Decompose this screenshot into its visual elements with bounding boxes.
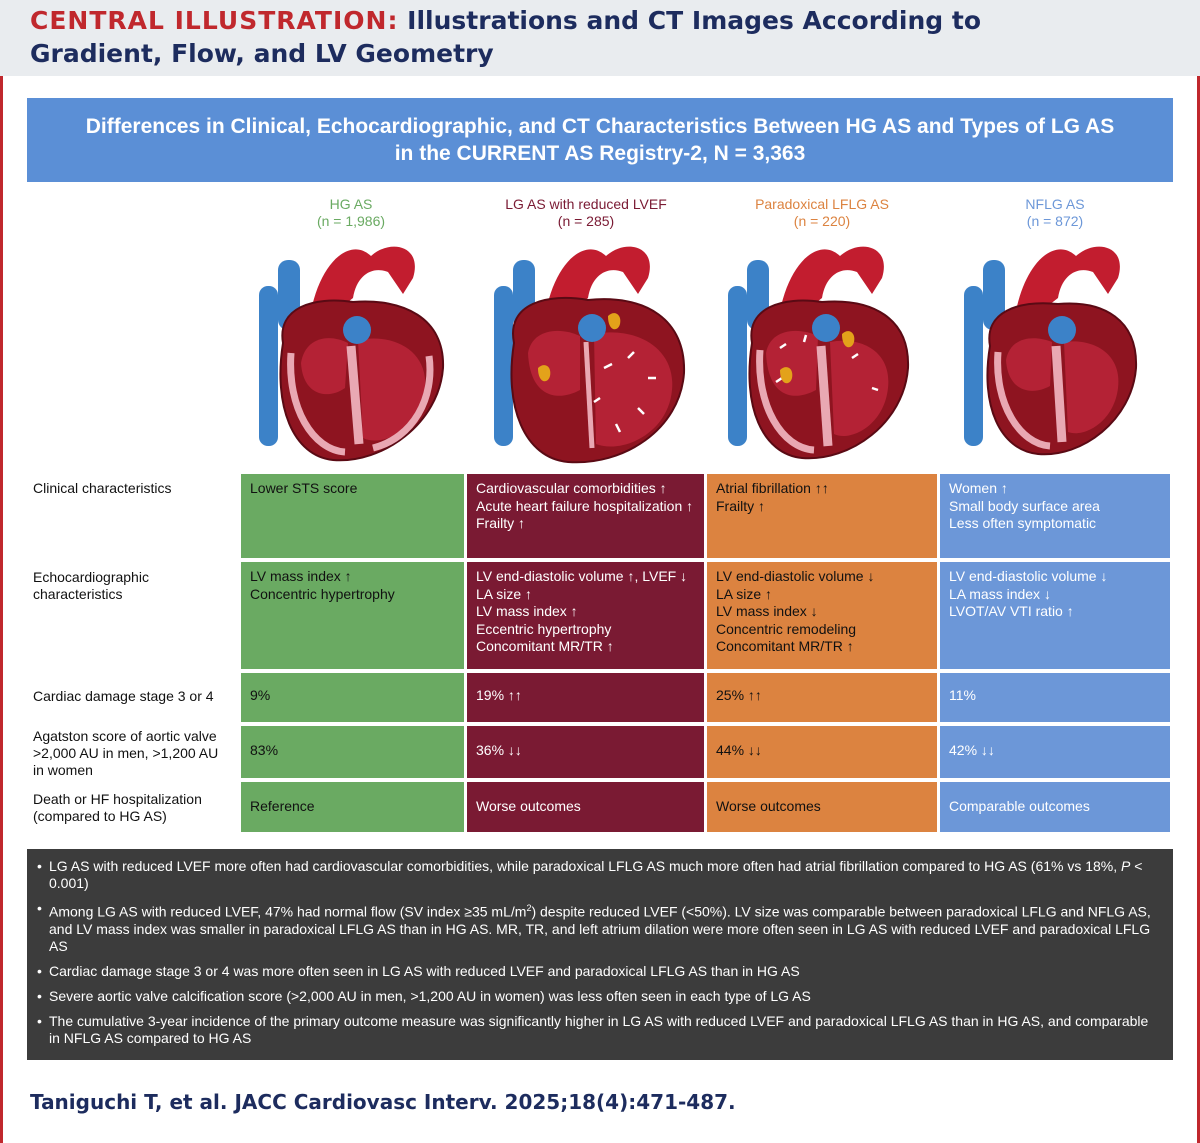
cell-outcome-paradoxical (707, 782, 937, 832)
cell-echo-lg-reduced (467, 562, 704, 669)
cell-echo-hg (241, 562, 464, 669)
cell-line: LV end-diastolic volume ↓ (716, 568, 875, 584)
cell-damage-nflg (940, 673, 1170, 722)
note-text: Severe aortic valve calcification score (>2,000 AU in men, >1,200 AU in women) was less often seen in each type of LG AS (49, 987, 811, 1004)
note-item (37, 900, 1159, 955)
cell-line: Frailty ↑ (476, 515, 525, 531)
cell-damage-paradoxical (707, 673, 937, 722)
note-item (37, 988, 1159, 1005)
cell-echo-paradoxical (707, 562, 937, 669)
cell-agatston-lg-reduced (467, 726, 704, 778)
header-title-line1 (30, 4, 1170, 37)
cell-line: Acute heart failure hospitalization ↑ (476, 497, 694, 514)
cell-outcome-hg (241, 782, 464, 832)
cell-line: 44% ↓↓ (716, 742, 762, 758)
cell-line: Concomitant MR/TR ↑ (716, 638, 854, 654)
findings-notes-panel (27, 849, 1173, 1060)
figure-header (0, 0, 1200, 76)
note-text-end: < 0.001) (49, 858, 1143, 891)
cell-line: Worse outcomes (476, 798, 581, 814)
cell-line: LV end-diastolic volume ↑, LVEF ↓ (476, 568, 688, 584)
cell-line: LA mass index ↓ (949, 585, 1051, 602)
cell-line: Concomitant MR/TR ↑ (476, 638, 614, 654)
cell-line: LV mass index ↓ (716, 603, 818, 619)
cell-agatston-nflg (940, 726, 1170, 778)
cell-line: Concentric remodeling (716, 620, 857, 637)
banner-line2: in the CURRENT AS Registry-2, N = 3,363 (394, 142, 806, 165)
cell-line: Lower STS score (250, 480, 358, 496)
bullet-icon: • (37, 1012, 42, 1029)
title-banner (27, 98, 1173, 182)
row-label-cardiac-damage: Cardiac damage stage 3 or 4 (33, 688, 214, 704)
cell-line: Less often symptomatic (949, 515, 1097, 531)
bullet-icon: • (37, 858, 42, 874)
note-superscript: 2 (526, 903, 532, 913)
note-italic: P (1121, 858, 1131, 874)
cell-line: Comparable outcomes (949, 798, 1090, 814)
header-prefix: CENTRAL ILLUSTRATION: (30, 6, 399, 35)
cell-agatston-hg (241, 726, 464, 778)
cell-line: Worse outcomes (716, 798, 821, 814)
heart-illustration-nflg (958, 238, 1158, 466)
group-count: (n = 220) (793, 213, 851, 229)
group-header-paradoxical-lflg (707, 196, 937, 230)
cell-outcome-lg-reduced (467, 782, 704, 832)
note-item (37, 963, 1159, 980)
row-label-agatston: Agatston score of aortic valve >2,000 AU in men, >1,200 AU in women (33, 728, 219, 778)
group-name: HG AS (329, 196, 373, 212)
cell-damage-lg-reduced (467, 673, 704, 722)
note-item (37, 858, 1159, 892)
cell-line: Women ↑ (949, 480, 1008, 496)
cell-line: 11% (949, 687, 976, 703)
group-count: (n = 1,986) (316, 213, 386, 229)
group-name: Paradoxical LFLG AS (755, 196, 889, 212)
cell-line: LA size ↑ (716, 585, 773, 602)
group-count: (n = 872) (1026, 213, 1084, 229)
cell-agatston-paradoxical (707, 726, 937, 778)
cell-line: 36% ↓↓ (476, 742, 522, 758)
cell-line: Atrial fibrillation ↑↑ (716, 480, 829, 496)
citation: Taniguchi T, et al. JACC Cardiovasc Interv. 2025;18(4):471-487. (30, 1090, 736, 1114)
cell-line: 9% (250, 687, 271, 703)
cell-line: Concentric hypertrophy (250, 585, 395, 602)
cell-clinical-lg-reduced (467, 474, 704, 558)
cell-line: LV mass index ↑ (250, 568, 352, 584)
row-label-outcome: Death or HF hospitalization (compared to HG AS) (33, 791, 202, 824)
heart-illustration-lg-reduced-lvef (488, 238, 688, 466)
bullet-icon: • (37, 900, 42, 916)
banner-line1: Differences in Clinical, Echocardiographic, and CT Characteristics Between HG AS and Types of LG AS (85, 115, 1115, 138)
group-header-hg-as (236, 196, 466, 230)
note-text: The cumulative 3-year incidence of the primary outcome measure was significantly higher in LG AS with reduced LVEF and paradoxical LFLG AS than in HG AS, and comparable in NFLG AS compared to HG AS (49, 1012, 1149, 1046)
cell-line: 19% ↑↑ (476, 687, 522, 703)
heart-illustration-hg-as (253, 238, 453, 466)
cell-clinical-hg (241, 474, 464, 558)
cell-echo-nflg (940, 562, 1170, 669)
group-count: (n = 285) (557, 213, 615, 229)
note-text: LG AS with reduced LVEF more often had cardiovascular comorbidities, while paradoxical LFLG AS much more often had atrial fibrillation compared to HG AS (61% vs 18%, (49, 858, 1122, 874)
cell-line: Eccentric hypertrophy (476, 620, 612, 637)
cell-clinical-nflg (940, 474, 1170, 558)
cell-line: LVOT/AV VTI ratio ↑ (949, 603, 1074, 619)
group-name: NFLG AS (1025, 196, 1085, 212)
cell-line: 42% ↓↓ (949, 742, 995, 758)
bullet-icon: • (37, 987, 42, 1004)
group-header-nflg (940, 196, 1170, 230)
cell-line: Reference (250, 798, 315, 814)
cell-line: 25% ↑↑ (716, 687, 762, 703)
cell-line: Small body surface area (949, 497, 1100, 514)
note-text: Among LG AS with reduced LVEF, 47% had normal flow (SV index ≥35 mL/m (49, 903, 527, 920)
cell-line: Frailty ↑ (716, 497, 765, 514)
cell-line: Cardiovascular comorbidities ↑ (476, 480, 667, 496)
heart-illustration-paradoxical-lflg (722, 238, 922, 466)
header-title-line2: Gradient, Flow, and LV Geometry (30, 39, 494, 68)
cell-damage-hg (241, 673, 464, 722)
group-header-lg-reduced-lvef (471, 196, 701, 230)
note-item (37, 1013, 1159, 1047)
bullet-icon: • (37, 962, 42, 979)
note-text: Cardiac damage stage 3 or 4 was more often seen in LG AS with reduced LVEF and paradoxical LFLG AS than in HG AS (49, 962, 800, 979)
row-label-echo: Echocardiographic characteristics (33, 569, 149, 602)
cell-line: LA size ↑ (476, 585, 533, 602)
cell-line: LV mass index ↑ (476, 603, 578, 619)
group-name: LG AS with reduced LVEF (505, 196, 667, 212)
cell-line: 83% (250, 742, 279, 758)
cell-outcome-nflg (940, 782, 1170, 832)
header-title-part1: Illustrations and CT Images According to (407, 6, 982, 35)
row-label-clinical: Clinical characteristics (33, 480, 172, 496)
note-text-end: ) despite reduced LVEF (<50%). LV size was comparable between paradoxical LFLG and NFLG AS, and LV mass index was smaller in paradoxical LFLG AS than in HG AS. MR, TR, and left atrium dilation were more often seen in LG AS with reduced LVEF and paradoxical LFLG AS (49, 903, 1151, 954)
cell-line: LV end-diastolic volume ↓ (949, 568, 1108, 584)
cell-clinical-paradoxical (707, 474, 937, 558)
